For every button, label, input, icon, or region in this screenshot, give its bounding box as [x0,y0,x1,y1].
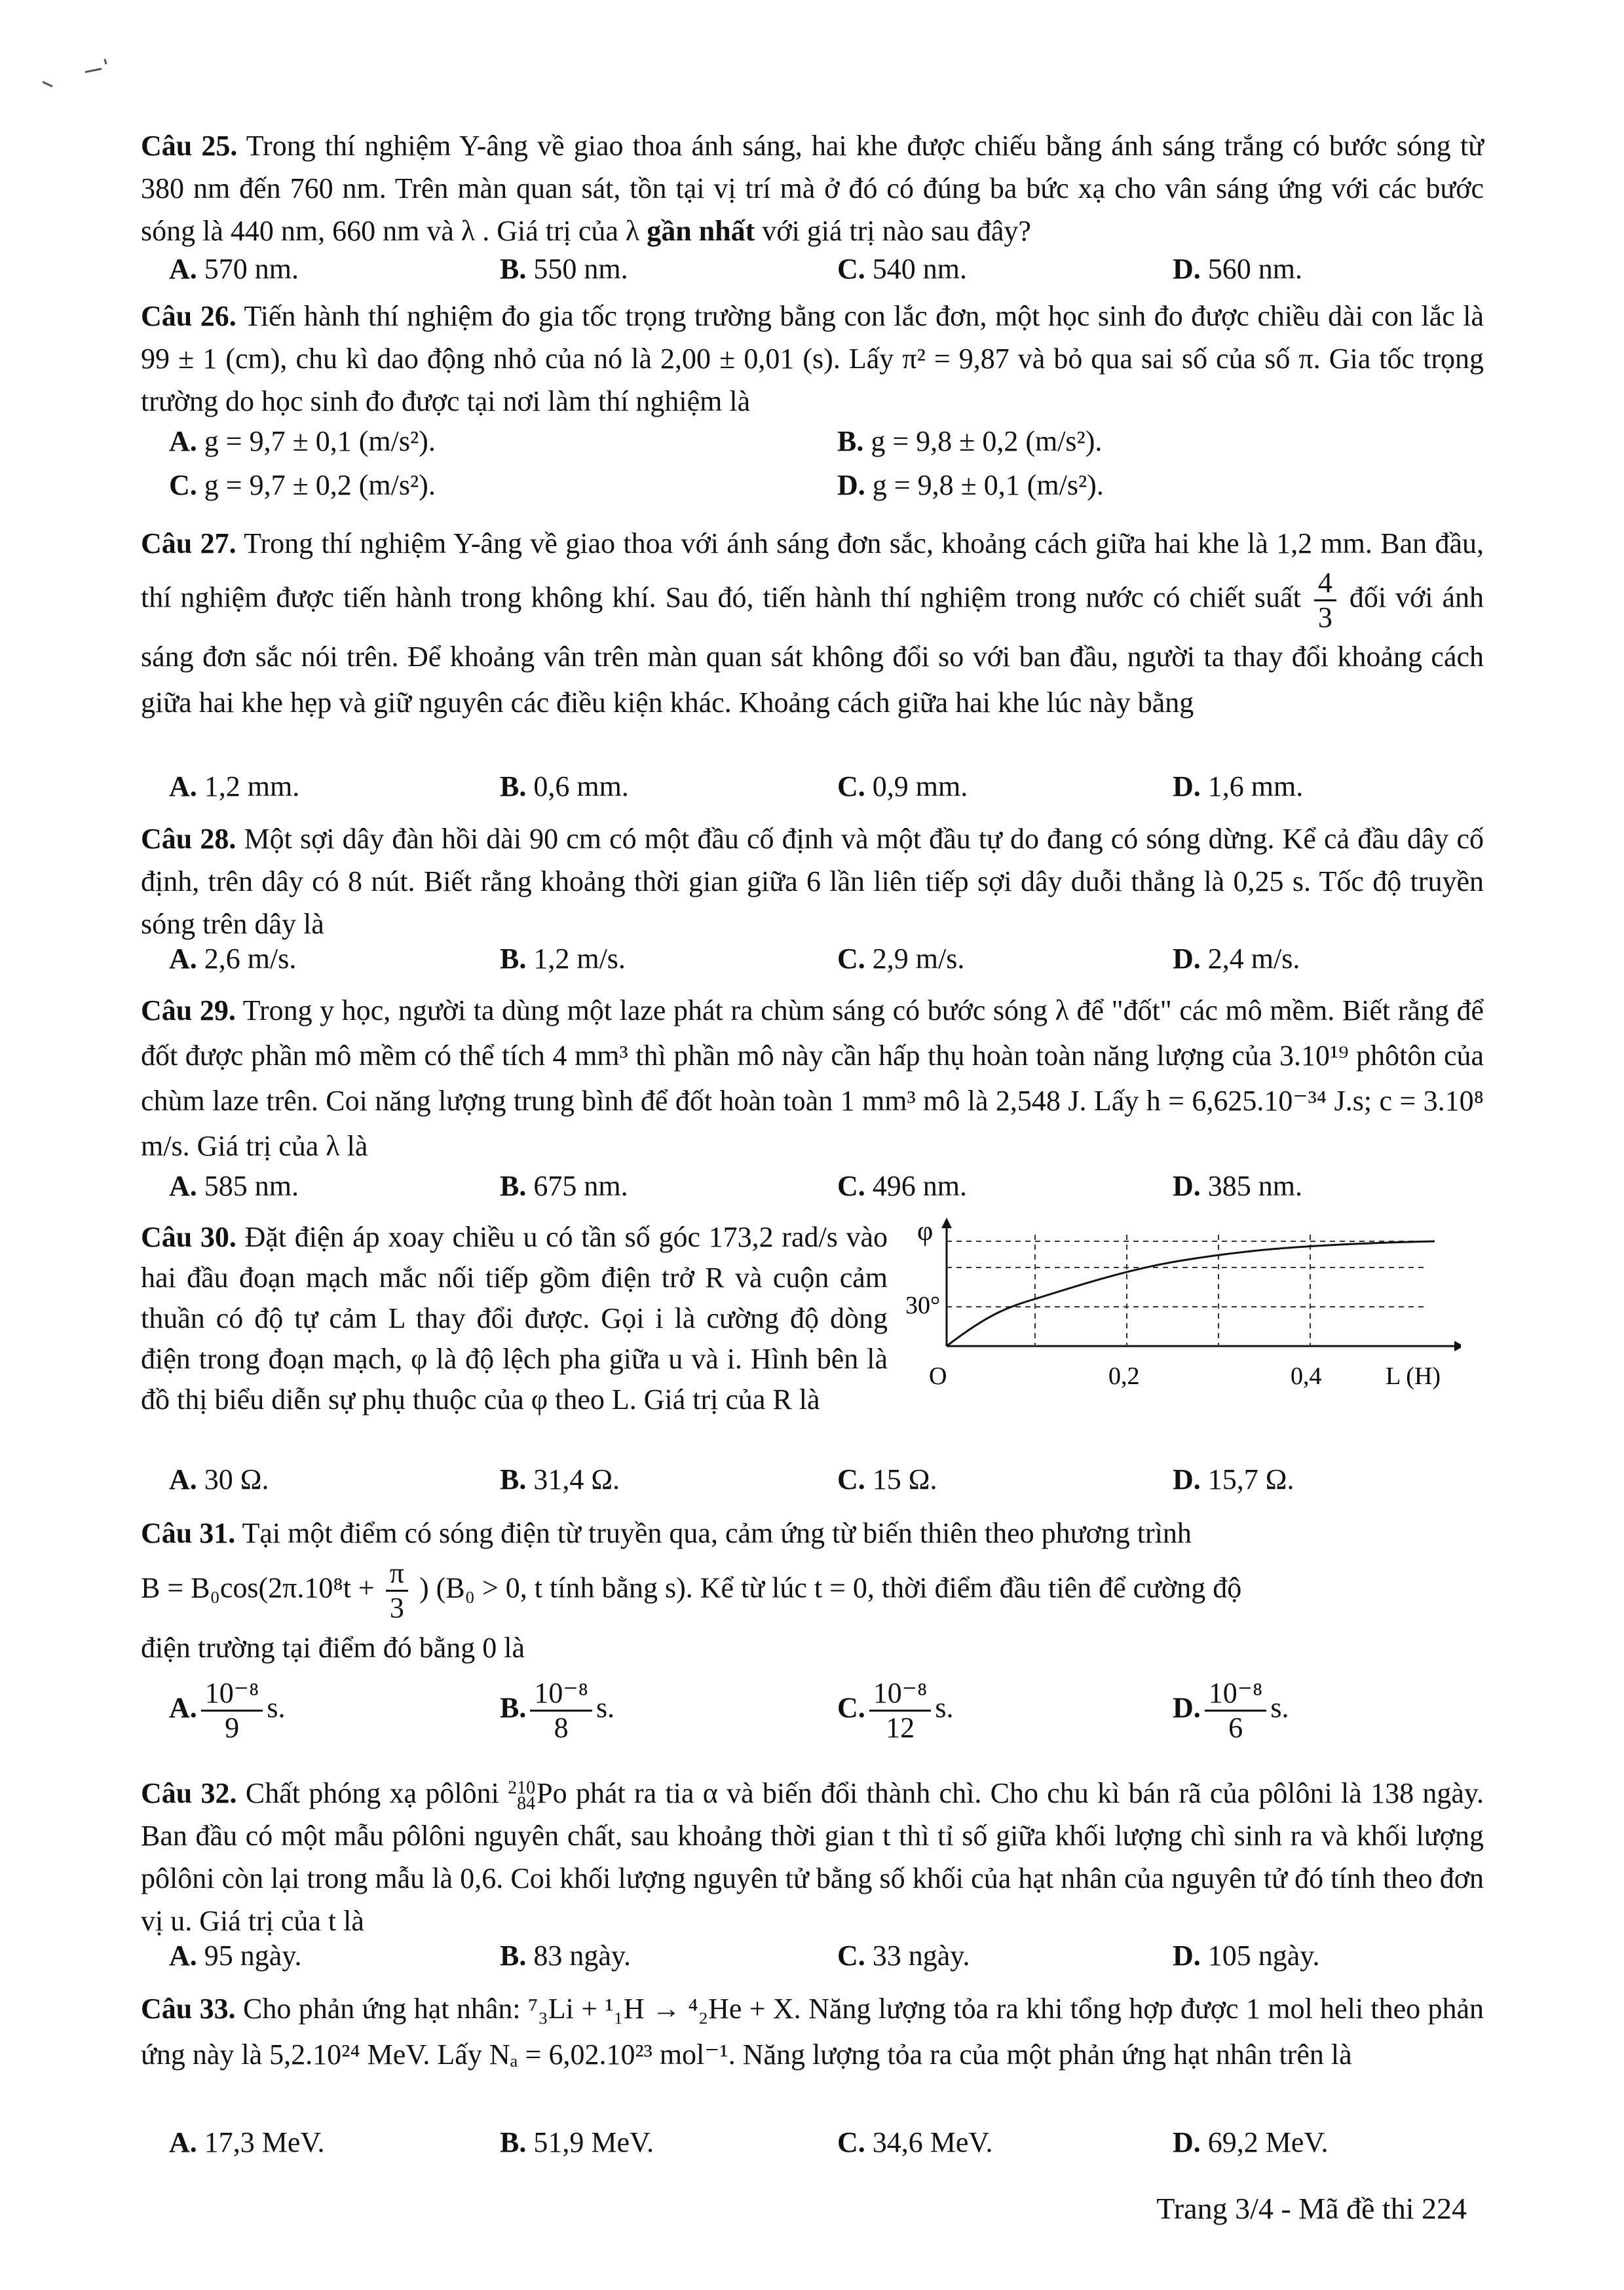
option-c[interactable]: C. 540 nm. [837,253,968,285]
option-c[interactable]: C. 496 nm. [837,1170,968,1202]
option-d[interactable]: D. g = 9,8 ± 0,1 (m/s²). [837,469,1104,501]
option-b[interactable]: B. 31,4 Ω. [500,1463,620,1495]
option-a[interactable]: A. 30 Ω. [169,1463,269,1495]
option-d[interactable]: D. $\frac{\text{10⁻⁸}}{6}$ s. [1173,1677,1289,1744]
x-axis-label: L (H) [1386,1362,1441,1390]
question-28: Câu 28. Một sợi dây đàn hồi dài 90 cm có một đầu cố định và một đầu tự do đang có sóng dừng. Kể cả đầu dây cố định, trên dây có 8 nút. Biết rằng khoảng thời gian giữa 6 lần liên tiếp sợi dây duỗi thẳng là 0,25 s. Tốc độ truyền sóng trên dây là [141,823,1484,940]
option-a[interactable]: A. g = 9,7 ± 0,1 (m/s²). [169,425,436,457]
phi-vs-L-graph [904,1215,1461,1431]
option-a[interactable]: A. 17,3 MeV. [169,2126,325,2158]
option-a[interactable]: A. $\frac{\text{10⁻⁸}}{9}$ s. [169,1677,286,1744]
option-b[interactable]: B. $\frac{\text{10⁻⁸}}{8}$ s. [500,1677,615,1744]
question-29: Câu 29. Trong y học, người ta dùng một laze phát ra chùm sáng có bước sóng λ để "đốt" các mô mềm. Biết rằng để đốt được phần mô mềm có thể tích 4 mm³ thì phần mô này cần hấp thụ hoàn toàn năng lượng của 3.10¹⁹ phôtôn của chùm laze trên. Coi năng lượng trung bình để đốt hoàn toàn 1 mm³ mô là 2,548 J. Lấy h = 6,625.10⁻³⁴ J.s; c = 3.10⁸ m/s. Giá trị của λ là [141,994,1484,1162]
x-tick-0-4: 0,4 [1291,1362,1322,1390]
option-d[interactable]: D. 69,2 MeV. [1173,2126,1329,2158]
option-a[interactable]: A. 570 nm. [169,253,299,285]
option-d[interactable]: D. 1,6 mm. [1173,770,1304,802]
option-c[interactable]: C. g = 9,7 ± 0,2 (m/s²). [169,469,436,501]
option-b[interactable]: B. 51,9 MeV. [500,2126,654,2158]
option-c[interactable]: C. 34,6 MeV. [837,2126,993,2158]
options-30 [169,1463,1479,1502]
options-28 [169,942,1479,981]
option-b[interactable]: B. 550 nm. [500,253,628,285]
options-31 [169,1677,1479,1749]
option-a[interactable]: A. 1,2 mm. [169,770,300,802]
options-26-row2 [169,468,1479,508]
phi-curve [947,1241,1435,1346]
y-axis-arrow [941,1218,952,1228]
option-d[interactable]: D. 2,4 m/s. [1173,943,1300,975]
option-a[interactable]: A. 95 ngày. [169,1940,302,1972]
question-30: Câu 30. Đặt điện áp xoay chiều u có tần số góc 173,2 rad/s vào hai đầu đoạn mạch mắc nối tiếp gồm điện trở R và cuộn cảm thuần có độ tự cảm L thay đổi được. Gọi i là cường độ dòng điện trong đoạn mạch, φ là độ lệch pha giữa u và i. Hình bên là đồ thị biểu diễn sự phụ thuộc của φ theo L. Giá trị của R là [141,1221,888,1416]
option-b[interactable]: B. 1,2 m/s. [500,943,626,975]
question-25: Câu 25. Trong thí nghiệm Y-âng về giao thoa ánh sáng, hai khe được chiếu bằng ánh sáng trắng có bước sóng từ 380 nm đến 760 nm. Trên màn quan sát, tồn tại vị trí mà ở đó có đúng ba bức xạ cho vân sáng ứng với các bước sóng là 440 nm, 660 nm và λ . Giá trị của λ gần nhất với giá trị nào sau đây? [141,130,1484,247]
option-c[interactable]: C. 0,9 mm. [837,770,968,802]
options-33 [169,2126,1479,2165]
option-b[interactable]: B. 675 nm. [500,1170,628,1202]
x-tick-0-2: 0,2 [1108,1362,1140,1390]
polonium-nuclide: 210 84 [508,1777,536,1814]
option-d[interactable]: D. 105 ngày. [1173,1940,1320,1972]
question-32: Câu 32. Chất phóng xạ pôlôni 210 84 Po phát ra tia α và biến đổi thành chì. Cho chu kì bán rã của pôlôni là 138 ngày. Ban đầu có một mẫu pôlôni nguyên chất, sau khoảng thời gian t thì tỉ số giữa khối lượng chì sinh ra và khối lượng pôlôni còn lại trong mẫu là 0,6. Coi khối lượng nguyên tử bằng số khối của hạt nhân của nguyên tử đó tính theo đơn vị u. Giá trị của t là [141,1777,1484,1937]
option-a[interactable]: A. 2,6 m/s. [169,943,297,975]
option-b[interactable]: B. g = 9,8 ± 0,2 (m/s²). [837,425,1103,457]
y-tick-30: 30° [905,1292,941,1319]
options-29 [169,1169,1479,1209]
question-33: Câu 33. Cho phản ứng hạt nhân: ⁷₃Li + ¹₁H → ⁴₂He + X. Năng lượng tỏa ra khi tổng hợp được 1 mol heli theo phản ứng này là 5,2.10²⁴ MeV. Lấy Nₐ = 6,02.10²³ mol⁻¹. Năng lượng tỏa ra của một phản ứng hạt nhân trên là [141,1993,1484,2071]
question-26: Câu 26. Tiến hành thí nghiệm đo gia tốc trọng trường bằng con lắc đơn, một học sinh đo được chiều dài con lắc là 99 ± 1 (cm), chu kì dao động nhỏ của nó là 2,00 ± 0,01 (s). Lấy π² = 9,87 và bỏ qua sai số của số π. Gia tốc trọng trường do học sinh đo được tại nơi làm thí nghiệm là [141,300,1484,417]
option-c[interactable]: C. $\frac{\text{10⁻⁸}}{12}$ s. [837,1677,954,1744]
scan-mark [39,52,118,92]
option-b[interactable]: B. 83 ngày. [500,1940,632,1972]
x-axis-arrow [1454,1341,1461,1351]
question-31: Câu 31. Tại một điểm có sóng điện từ truyền qua, cảm ứng từ biến thiên theo phương trình B = B₀cos(2π.10⁸t + $\frac{\pi}{3}$ ) (B₀ > 0, t tính bằng s). Kể từ lúc t = 0, thời điểm đầu tiên để cường độ điện trường tại điểm đó bằng 0 là [141,1517,1242,1664]
options-27 [169,770,1479,809]
origin-label: O [929,1362,947,1390]
option-d[interactable]: D. 15,7 Ω. [1173,1463,1294,1495]
option-a[interactable]: A. 585 nm. [169,1170,299,1202]
grid [947,1235,1428,1346]
option-c[interactable]: C. 15 Ω. [837,1463,937,1495]
fraction-pi-3: $\frac{\pi}{3}$ [386,1557,408,1624]
fraction-4-3: $\frac{4}{3}$ [1314,567,1336,634]
option-c[interactable]: C. 2,9 m/s. [837,943,965,975]
options-25 [169,252,1479,291]
option-d[interactable]: D. 385 nm. [1173,1170,1303,1202]
nuclear-reaction: ⁷₃Li + ¹₁H → ⁴₂He + X. [528,1993,801,2025]
option-d[interactable]: D. 560 nm. [1173,253,1303,285]
options-32 [169,1939,1479,1978]
option-c[interactable]: C. 33 ngày. [837,1940,970,1972]
options-26-row1 [169,424,1479,464]
question-27: Câu 27. Trong thí nghiệm Y-âng về giao thoa với ánh sáng đơn sắc, khoảng cách giữa hai khe là 1,2 mm. Ban đầu, thí nghiệm được tiến hành trong không khí. Sau đó, tiến hành thí nghiệm trong nước có chiết suất $\frac{4}{3}$ đối với ánh sáng đơn sắc nói trên. Để khoảng vân trên màn quan sát không đổi so với ban đầu, người ta thay đổi khoảng cách giữa hai khe hẹp và giữ nguyên các điều kiện khác. Khoảng cách giữa hai khe lúc này bằng [141,527,1484,719]
option-b[interactable]: B. 0,6 mm. [500,770,629,802]
page-footer: Trang 3/4 - Mã đề thi 224 [1156,2192,1467,2225]
y-axis-label: φ [917,1216,934,1247]
